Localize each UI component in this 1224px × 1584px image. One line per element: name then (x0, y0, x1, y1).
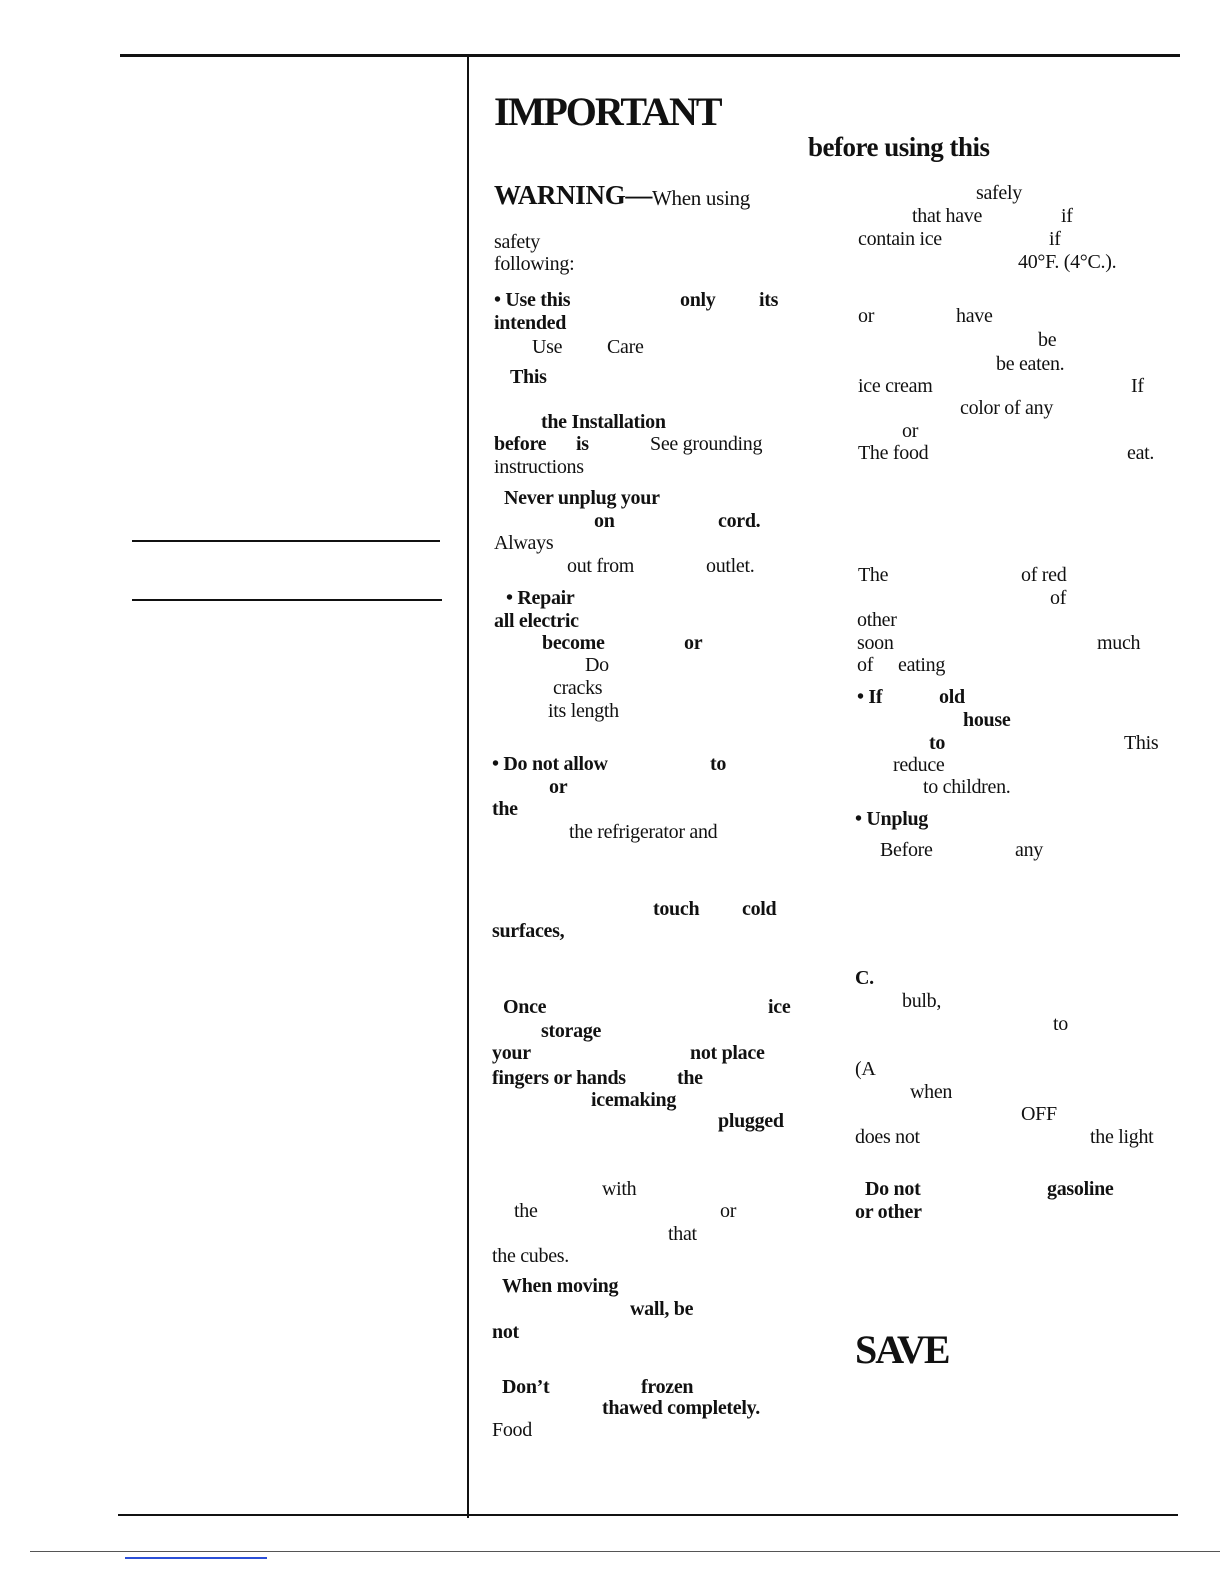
left-text-fragment: with (602, 1178, 637, 1200)
right-text-fragment: that have (912, 205, 983, 227)
right-text-fragment: OFF (1021, 1103, 1057, 1125)
right-text-fragment: (A (855, 1058, 876, 1080)
left-text-fragment: • Repair (506, 587, 575, 609)
left-text-fragment: WARNING— (494, 180, 653, 210)
left-text-fragment: all electric (494, 610, 579, 632)
left-text-fragment: frozen (641, 1376, 694, 1398)
top-rule (120, 54, 1180, 57)
right-text-fragment: be (1038, 329, 1057, 351)
sidebar-rule-lower (132, 599, 442, 601)
right-text-fragment: or (858, 305, 875, 327)
left-text-fragment: the (514, 1200, 538, 1222)
left-text-fragment: the refrigerator and (569, 821, 718, 843)
left-text-fragment: See grounding (650, 433, 763, 455)
right-text-fragment: if (1061, 205, 1073, 227)
left-text-fragment: When moving (502, 1275, 619, 1297)
left-text-fragment: thawed completely. (602, 1397, 760, 1419)
left-text-fragment: following: (494, 253, 575, 275)
left-text-fragment: out from (567, 555, 635, 577)
left-text-fragment: or (684, 632, 703, 654)
right-text-fragment: soon (857, 632, 894, 654)
save-heading: SAVE (855, 1327, 949, 1372)
left-text-fragment: that (668, 1223, 697, 1245)
left-text-fragment: the cubes. (492, 1245, 569, 1267)
left-text-fragment: the (677, 1067, 703, 1089)
left-text-fragment: ice (768, 996, 791, 1018)
right-text-fragment: 40°F. (4°C.). (1018, 251, 1117, 273)
right-text-fragment: safely (976, 182, 1022, 204)
left-text-fragment: cracks (553, 677, 603, 699)
left-text-fragment: Food (492, 1419, 532, 1441)
right-text-fragment: house (963, 709, 1011, 731)
right-text-fragment: to (1053, 1013, 1068, 1035)
left-text-fragment: only (680, 289, 716, 311)
left-text-fragment: intended (494, 312, 567, 334)
footer-accent-bar (125, 1557, 267, 1559)
right-text-fragment: The food (858, 442, 929, 464)
left-text-fragment: become (542, 632, 605, 654)
right-text-fragment: old (939, 686, 965, 708)
right-text-fragment: does not (855, 1126, 920, 1148)
right-text-fragment: when (910, 1081, 953, 1103)
column-divider (467, 56, 469, 1518)
right-text-fragment: eating (898, 654, 946, 676)
left-text-fragment: the Installation (541, 411, 666, 433)
left-text-fragment: Use (532, 336, 563, 358)
left-text-fragment: Always (494, 532, 554, 554)
left-text-fragment: instructions (494, 456, 584, 478)
left-text-fragment: its length (548, 700, 619, 722)
right-text-fragment: Do not (865, 1178, 921, 1200)
right-text-fragment: C. (855, 967, 874, 989)
right-text-fragment: of (857, 654, 874, 676)
right-text-fragment: ice cream (858, 375, 933, 397)
left-text-fragment: • Use this (494, 289, 571, 311)
right-text-fragment: if (1049, 228, 1061, 250)
left-text-fragment: storage (541, 1020, 602, 1042)
right-text-fragment: to (929, 732, 946, 754)
bottom-rule (118, 1514, 1178, 1516)
left-text-fragment: Never unplug your (504, 487, 660, 509)
right-text-fragment: to children. (923, 776, 1011, 798)
left-text-fragment: cord. (718, 510, 761, 532)
right-text-fragment: of (1050, 587, 1067, 609)
right-text-fragment: any (1015, 839, 1043, 861)
left-text-fragment: is (576, 433, 589, 455)
right-text-fragment: have (956, 305, 993, 327)
left-text-fragment: not (492, 1321, 519, 1343)
right-text-fragment: other (857, 609, 897, 631)
left-text-fragment: Once (503, 996, 547, 1018)
right-text-fragment: The (858, 564, 889, 586)
right-text-fragment: the light (1090, 1126, 1154, 1148)
left-text-fragment: its (759, 289, 779, 311)
left-text-fragment: or (549, 776, 568, 798)
right-text-fragment: • Unplug (855, 808, 928, 830)
left-text-fragment: outlet. (706, 555, 755, 577)
right-text-fragment: color of any (960, 397, 1054, 419)
left-text-fragment: cold (742, 898, 777, 920)
left-text-fragment: plugged (718, 1110, 784, 1132)
left-text-fragment: This (510, 366, 547, 388)
right-text-fragment: or other (855, 1201, 922, 1223)
left-text-fragment: the (492, 798, 518, 820)
left-text-fragment: your (492, 1042, 531, 1064)
right-text-fragment: • If (857, 686, 883, 708)
right-text-fragment: or (902, 420, 919, 442)
right-text-fragment: be eaten. (996, 353, 1065, 375)
right-text-fragment: bulb, (902, 990, 942, 1012)
left-text-fragment: Don’t (502, 1376, 550, 1398)
left-text-fragment: surfaces, (492, 920, 565, 942)
left-text-fragment: before (494, 433, 547, 455)
right-text-fragment: Before (880, 839, 933, 861)
footer-rule (30, 1551, 1220, 1552)
left-text-fragment: When using (652, 186, 750, 210)
left-text-fragment: fingers or hands (492, 1067, 626, 1089)
left-text-fragment: not place (690, 1042, 765, 1064)
left-text-fragment: or (720, 1200, 737, 1222)
left-text-fragment: on (594, 510, 615, 532)
left-text-fragment: to (710, 753, 727, 775)
left-text-fragment: Care (607, 336, 644, 358)
page-title: IMPORTANT (494, 89, 721, 134)
sidebar-rule-upper (132, 540, 440, 542)
right-text-fragment: eat. (1127, 442, 1155, 464)
left-text-fragment: • Do not allow (492, 753, 608, 775)
right-text-fragment: If (1131, 375, 1144, 397)
left-text-fragment: Do (585, 654, 609, 676)
right-text-fragment: of red (1021, 564, 1067, 586)
right-text-fragment: much (1097, 632, 1141, 654)
right-text-fragment: contain ice (858, 228, 942, 250)
right-text-fragment: gasoline (1047, 1178, 1114, 1200)
right-text-fragment: This (1124, 732, 1159, 754)
left-text-fragment: safety (494, 231, 540, 253)
left-text-fragment: touch (653, 898, 700, 920)
right-text-fragment: reduce (893, 754, 945, 776)
left-text-fragment: icemaking (591, 1089, 677, 1111)
left-text-fragment: wall, be (630, 1298, 694, 1320)
page-subtitle: before using this (808, 132, 990, 162)
